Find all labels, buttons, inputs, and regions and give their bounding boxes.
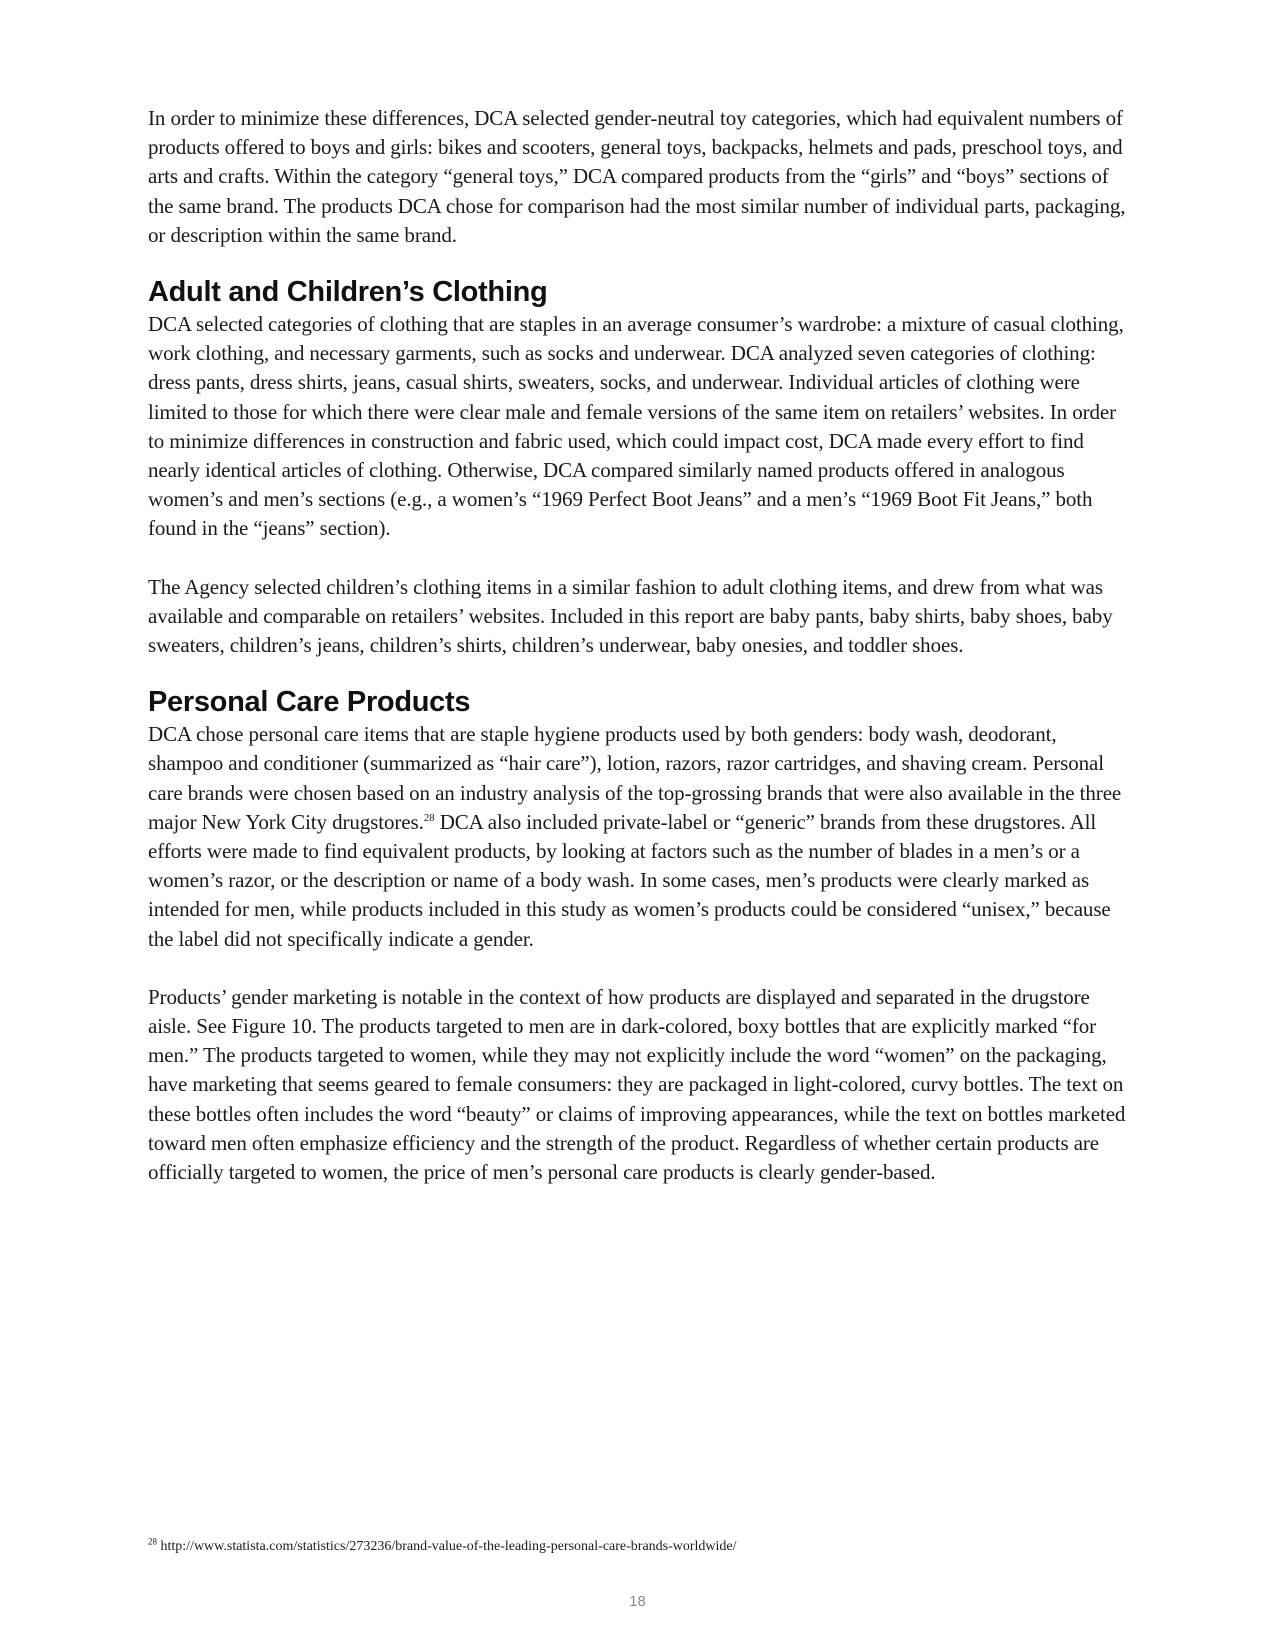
clothing-paragraph-2: The Agency selected children’s clothing items in a similar fashion to adult clothing items, and drew from what was available and comparable on retailers’ websites. Included in this report are baby pants, baby shirts, baby shoes, baby sweaters, children’s jeans, children’s shirts, children’s underwear, baby onesies, and toddler shoes. (148, 574, 1113, 658)
personal-care-paragraph-1-start: DCA chose personal care items that are staple hygiene products used by both genders: body wash, deodorant, shampoo and conditioner (summarized as “hair care”), lotion, razors, razor cartridges, and shaving cream. Personal care brands were chosen based on an industry analysis of the top-grossing brands that were also available in the three major New York City drugstores. (148, 722, 1122, 834)
footnote-link[interactable]: http://www.statista.com/statistics/273236/brand-value-of-the-leading-personal-care-brands-worldwide/ (157, 1539, 737, 1554)
personal-care-paragraph-2: Products’ gender marketing is notable in the context of how products are displayed and separated in the drugstore aisle. See Figure 10. The products targeted to men are in dark-colored, boxy bottles that are explicitly marked “for men.” The products targeted to women, while they may not explicitly include the word “women” on the packaging, have marketing that seems geared to female consumers: they are packaged in light-colored, curvy bottles. The text on these bottles often includes the word “beauty” or claims of improving appearances, while the text on bottles marketed toward men often emphasize efficiency and the strength of the product. Regardless of whether certain products are officially targeted to women, the price of men’s personal care products is clearly gender-based. (148, 984, 1126, 1185)
page-number: 18 (629, 1593, 646, 1610)
intro-paragraph: In order to minimize these differences, DCA selected gender-neutral toy categories, which had equivalent numbers of products offered to boys and girls: bikes and scooters, general toys, backpacks, helmets and pads, preschool toys, and arts and crafts. Within the category “general toys,” DCA compared products from the “girls” and “boys” sections of the same brand. The products DCA chose for comparison had the most similar number of individual parts, packaging, or description within the same brand. (148, 106, 1126, 247)
footnote (148, 1538, 1126, 1556)
footnote-reference[interactable]: 28 (423, 811, 435, 824)
document-body (148, 104, 1126, 1187)
clothing-heading: Adult and Children’s Clothing (148, 276, 548, 309)
personal-care-paragraph-1 (148, 720, 1126, 954)
personal-care-heading: Personal Care Products (148, 686, 471, 719)
footnote-number: 28 (148, 1536, 157, 1547)
personal-care-paragraph-1-end: DCA also included private-label or “generic” brands from these drugstores. All efforts were made to find equivalent products, by looking at factors such as the number of blades in a men’s or a women’s razor, or the description or name of a body wash. In some cases, men’s products were clearly marked as intended for men, while products included in this study as women’s products could be considered “unisex,” because the label did not specifically indicate a gender. (148, 809, 1111, 951)
clothing-paragraph-1: DCA selected categories of clothing that are staples in an average consumer’s wardrobe: a mixture of casual clothing, work clothing, and necessary garments, such as socks and underwear. DCA analyzed seven categories of clothing: dress pants, dress shirts, jeans, casual shirts, sweaters, socks, and underwear. Individual articles of clothing were limited to those for which there were clear male and female versions of the same item on retailers’ websites. In order to minimize differences in construction and fabric used, which could impact cost, DCA made every effort to find nearly identical articles of clothing. Otherwise, DCA compared similarly named products offered in analogous women’s and men’s sections (e.g., a women’s “1969 Perfect Boot Jeans” and a men’s “1969 Boot Fit Jeans,” both found in the “jeans” section). (148, 312, 1124, 541)
